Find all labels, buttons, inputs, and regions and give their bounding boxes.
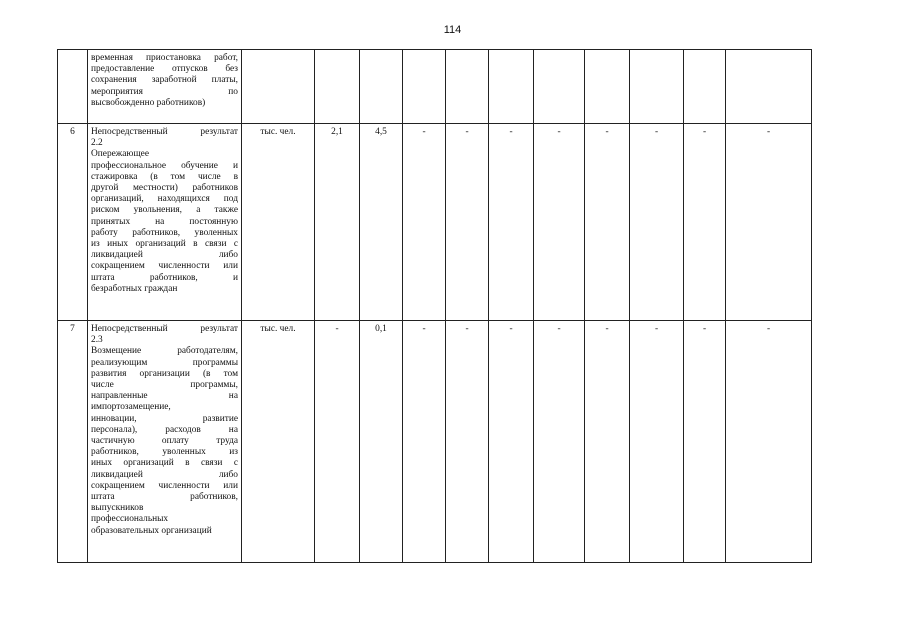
value-cell (585, 50, 630, 124)
description-line: принятых на постоянную (91, 216, 238, 227)
description-line: профессиональное обучение и (91, 160, 238, 171)
description-line: частичную оплату труда (91, 436, 238, 447)
description-line: безработных граждан (91, 283, 178, 294)
description-line: иных организаций в связи с (91, 458, 238, 469)
description-line: сокращением численности или (91, 480, 238, 491)
description-line: направленные на (91, 391, 238, 402)
value-cell: - (403, 124, 446, 321)
description-cell (88, 124, 242, 321)
value-cell: - (726, 321, 812, 563)
description-line: 2.3 (91, 335, 103, 346)
unit-cell: тыс. чел. (242, 321, 315, 563)
value-cell: - (684, 124, 726, 321)
unit-cell (242, 50, 315, 124)
description-line: другой местности) работников (91, 183, 238, 194)
value-cell (446, 50, 489, 124)
value-cell: - (585, 124, 630, 321)
description-line: ликвидацией либо (91, 469, 238, 480)
value-cell (360, 50, 403, 124)
description-line: штата работников, (91, 492, 238, 503)
description-line: импортозамещение, (91, 402, 171, 413)
description-line: ликвидацией либо (91, 250, 238, 261)
value-cell: - (403, 321, 446, 563)
value-cell (489, 50, 534, 124)
value-cell: - (630, 321, 684, 563)
table-row (58, 50, 812, 124)
description-line: Возмещение работодателям, (91, 346, 238, 357)
description-cell (88, 321, 242, 563)
value-cell: - (446, 124, 489, 321)
description-line: Непосредственный результат (91, 324, 238, 334)
page-number: 114 (443, 24, 462, 36)
description-line: выпускников (91, 503, 144, 514)
value-cell: - (684, 321, 726, 563)
description-line: предоставление отпусков без (91, 64, 238, 75)
description-line: реализующим программы (91, 357, 238, 368)
description-cell (88, 50, 242, 124)
value-cell: - (489, 124, 534, 321)
value-cell: 2,1 (315, 124, 360, 321)
description-line: сохранения заработной платы, (91, 75, 238, 86)
description-line: организаций, находящихся под (91, 194, 238, 205)
unit-cell: тыс. чел. (242, 124, 315, 321)
value-cell (726, 50, 812, 124)
description-line: работу работников, уволенных (91, 227, 238, 238)
value-cell: - (534, 124, 585, 321)
value-cell: 4,5 (360, 124, 403, 321)
description-line: стажировка (в том числе в (91, 171, 238, 182)
description-line: Опережающее (91, 149, 149, 160)
description-line: 2.2 (91, 138, 103, 149)
description-line: работников, уволенных из (91, 447, 238, 458)
description-line: Непосредственный результат (91, 127, 238, 137)
description-line: сокращением численности или (91, 261, 238, 272)
description-line: инновации, развитие (91, 413, 238, 424)
row-number-cell: 7 (58, 321, 88, 563)
description-line: риском увольнения, а также (91, 205, 238, 216)
description-line: штата работников, и (91, 272, 238, 283)
value-cell (534, 50, 585, 124)
value-cell (403, 50, 446, 124)
table-row (58, 124, 812, 321)
value-cell: 0,1 (360, 321, 403, 563)
value-cell: - (315, 321, 360, 563)
row-number-cell: 6 (58, 124, 88, 321)
description-line: временная приостановка работ, (91, 53, 238, 63)
value-cell: - (446, 321, 489, 563)
description-line: персонала), расходов на (91, 424, 238, 435)
value-cell: - (726, 124, 812, 321)
description-line: из иных организаций в связи с (91, 239, 238, 250)
description-line: мероприятия по (91, 86, 238, 97)
description-line: профессиональных (91, 514, 169, 525)
value-cell (315, 50, 360, 124)
value-cell (630, 50, 684, 124)
value-cell: - (630, 124, 684, 321)
description-line: высвобожденно работников) (91, 97, 206, 108)
value-cell: - (489, 321, 534, 563)
table-row (58, 321, 812, 563)
description-line: развития организации (в том (91, 368, 238, 379)
row-number-cell (58, 50, 88, 124)
description-line: числе программы, (91, 380, 238, 391)
value-cell: - (585, 321, 630, 563)
value-cell (684, 50, 726, 124)
description-line: образовательных организаций (91, 525, 212, 536)
value-cell: - (534, 321, 585, 563)
indicators-table (57, 49, 812, 563)
